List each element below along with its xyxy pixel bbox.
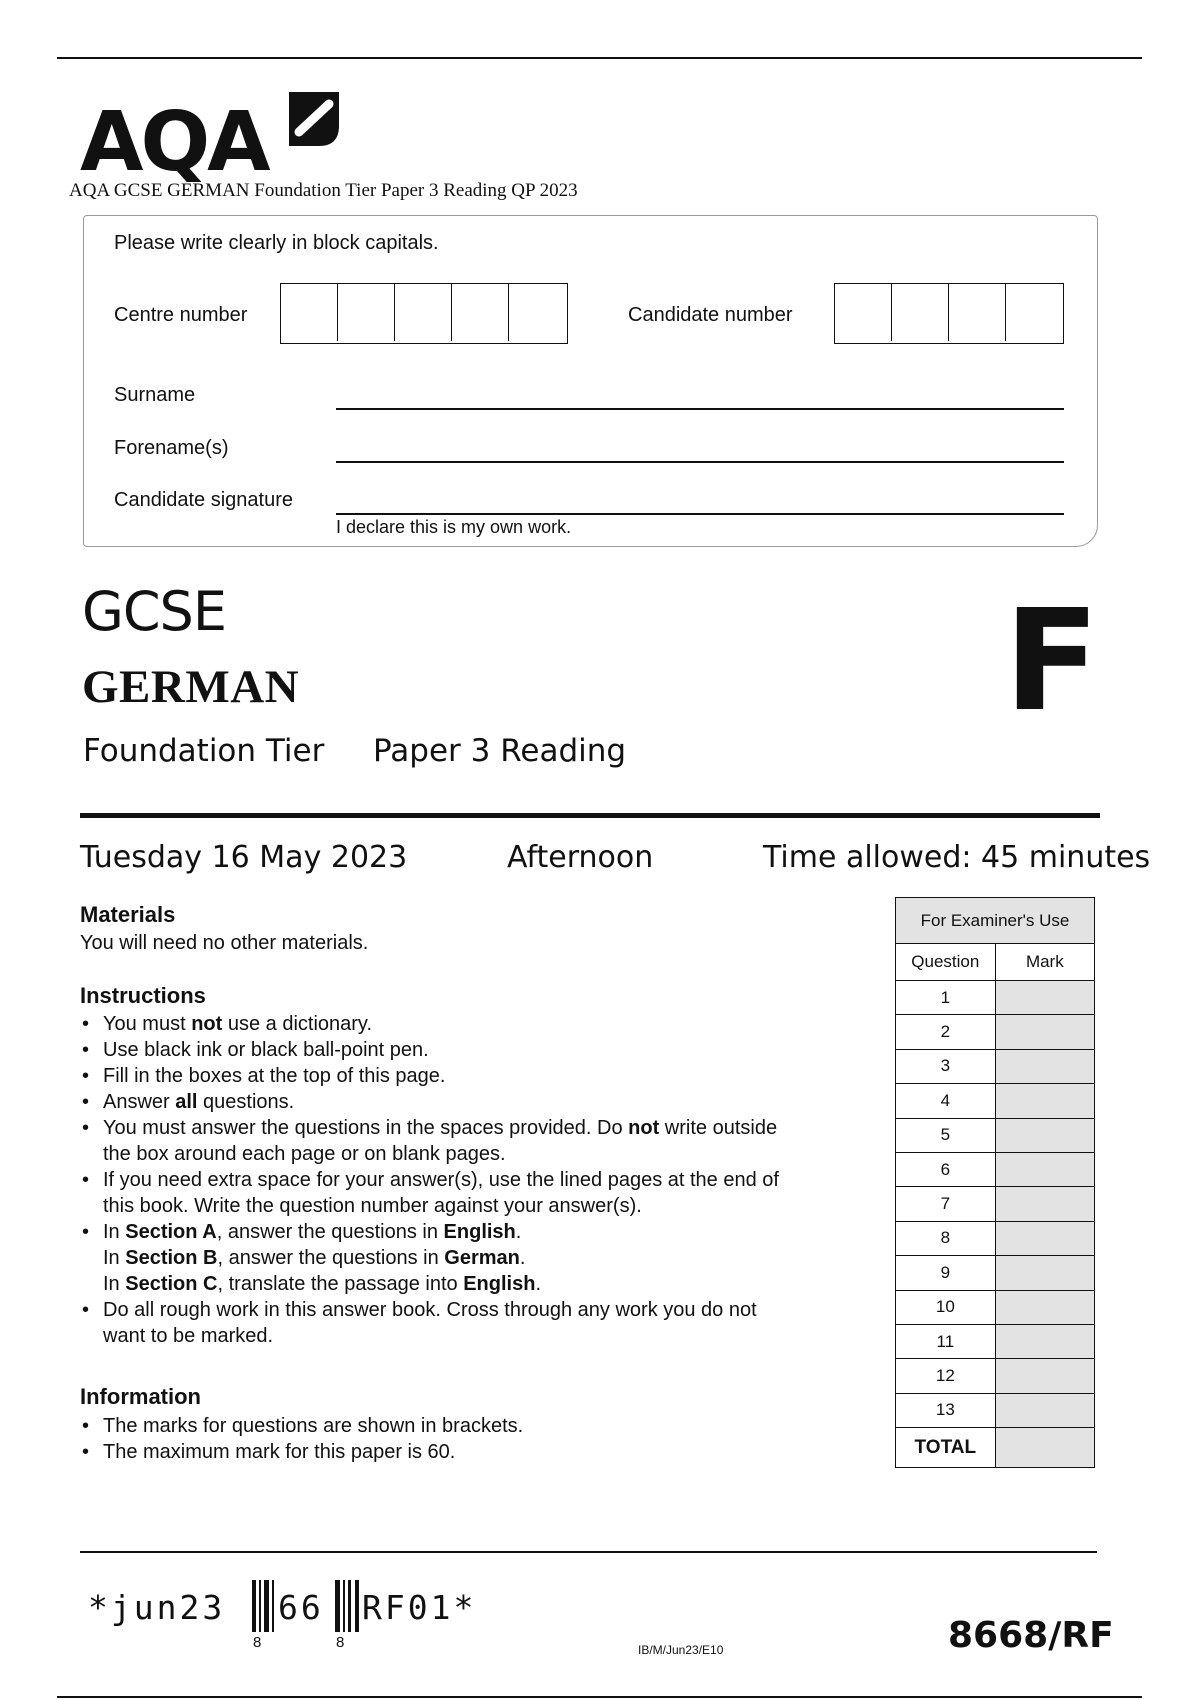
footer-rule xyxy=(80,1551,1097,1553)
list-item: • Answer all questions. xyxy=(82,1091,295,1113)
block-capitals-instruction: Please write clearly in block capitals. xyxy=(114,232,439,254)
surname-field[interactable] xyxy=(336,408,1064,410)
question-number: 9 xyxy=(896,1256,996,1290)
question-number: 11 xyxy=(896,1324,996,1358)
question-number: 4 xyxy=(896,1084,996,1118)
centre-digit-box[interactable] xyxy=(509,284,566,341)
candidate-digit-box[interactable] xyxy=(892,284,949,341)
exam-session: Afternoon xyxy=(507,840,654,875)
question-number: 10 xyxy=(896,1290,996,1324)
tier-letter: F xyxy=(1004,580,1100,743)
list-item: • If you need extra space for your answer(s), use the lined pages at the end of this book. Write the question number against your answer(s). xyxy=(82,1169,779,1217)
question-number: 5 xyxy=(896,1118,996,1152)
question-number: 1 xyxy=(896,981,996,1015)
centre-digit-box[interactable] xyxy=(338,284,395,341)
barcode-subscript-1: 8 xyxy=(253,1634,262,1651)
table-row xyxy=(896,1359,1095,1393)
mark-cell[interactable] xyxy=(995,1084,1094,1118)
barcode-subscript-2: 8 xyxy=(336,1634,345,1651)
document-title: AQA GCSE GERMAN Foundation Tier Paper 3 Reading QP 2023 xyxy=(69,180,578,201)
bottom-rule xyxy=(57,1696,1142,1698)
list-item: • Use black ink or black ball-point pen. xyxy=(82,1039,429,1061)
mark-cell[interactable] xyxy=(995,1393,1094,1427)
mark-cell[interactable] xyxy=(995,1049,1094,1083)
table-row xyxy=(896,1256,1095,1290)
tier-title: Foundation Tier xyxy=(83,733,325,769)
table-row xyxy=(896,1187,1095,1221)
candidate-number-label: Candidate number xyxy=(628,304,793,326)
centre-digit-box[interactable] xyxy=(281,284,338,341)
question-number: 3 xyxy=(896,1049,996,1083)
materials-heading: Materials xyxy=(80,902,176,927)
candidate-digit-box[interactable] xyxy=(835,284,892,341)
mark-cell[interactable] xyxy=(995,1187,1094,1221)
materials-text: You will need no other materials. xyxy=(80,932,369,954)
examiners-use-title: For Examiner's Use xyxy=(896,898,1095,944)
centre-number-boxes[interactable] xyxy=(280,283,568,344)
question-column-header: Question xyxy=(896,944,996,981)
mark-cell[interactable] xyxy=(995,981,1094,1015)
candidate-number-boxes[interactable] xyxy=(834,283,1064,344)
exam-date: Tuesday 16 May 2023 xyxy=(80,840,408,875)
mark-cell[interactable] xyxy=(995,1221,1094,1255)
centre-number-label: Centre number xyxy=(114,304,248,326)
question-number: 13 xyxy=(896,1393,996,1427)
paper-code: 8668/RF xyxy=(948,1615,1114,1656)
question-number: 12 xyxy=(896,1359,996,1393)
table-row xyxy=(896,1221,1095,1255)
barcode xyxy=(88,1580,508,1650)
candidate-digit-box[interactable] xyxy=(1006,284,1063,341)
table-row xyxy=(896,1015,1095,1049)
information-heading: Information xyxy=(80,1384,201,1409)
paper-title: Paper 3 Reading xyxy=(373,733,627,769)
forenames-label: Forename(s) xyxy=(114,437,229,459)
mark-cell[interactable] xyxy=(995,1015,1094,1049)
barcode-text-start: *jun23 xyxy=(88,1588,226,1627)
aqa-logo-text: AQA xyxy=(80,95,268,190)
qualification-title: GCSE xyxy=(82,580,226,643)
surname-label: Surname xyxy=(114,384,196,406)
table-row xyxy=(896,1290,1095,1324)
question-number: 8 xyxy=(896,1221,996,1255)
question-number: 2 xyxy=(896,1015,996,1049)
barcode-text-mid: 66 xyxy=(278,1588,324,1627)
mark-cell[interactable] xyxy=(995,1152,1094,1186)
mark-cell[interactable] xyxy=(995,1324,1094,1358)
barcode-text-end: RF01* xyxy=(362,1588,477,1627)
table-row xyxy=(896,1084,1095,1118)
mark-column-header: Mark xyxy=(995,944,1094,981)
declaration-text: I declare this is my own work. xyxy=(336,517,572,537)
list-item: • The maximum mark for this paper is 60. xyxy=(82,1441,456,1463)
signature-field[interactable] xyxy=(336,513,1064,515)
candidate-digit-box[interactable] xyxy=(949,284,1006,341)
reference-code: IB/M/Jun23/E10 xyxy=(638,1643,724,1657)
instructions-list xyxy=(80,1011,880,1349)
table-row xyxy=(896,1393,1095,1427)
mark-cell[interactable] xyxy=(995,1359,1094,1393)
examiners-use-table xyxy=(895,897,1095,1468)
list-item: • Fill in the boxes at the top of this page. xyxy=(82,1065,446,1087)
title-divider xyxy=(80,813,1100,818)
table-row xyxy=(896,1049,1095,1083)
list-item: • The marks for questions are shown in brackets. xyxy=(82,1415,524,1437)
question-number: 6 xyxy=(896,1152,996,1186)
subject-title: GERMAN xyxy=(82,661,300,713)
table-row xyxy=(896,1118,1095,1152)
mark-cell[interactable] xyxy=(995,1256,1094,1290)
mark-cell[interactable] xyxy=(995,1118,1094,1152)
centre-digit-box[interactable] xyxy=(395,284,452,341)
barcode-bars-icon xyxy=(250,1580,278,1632)
top-rule xyxy=(57,57,1142,59)
instructions-heading: Instructions xyxy=(80,983,206,1008)
total-label: TOTAL xyxy=(896,1428,996,1468)
table-row xyxy=(896,1152,1095,1186)
question-number: 7 xyxy=(896,1187,996,1221)
information-list xyxy=(80,1413,880,1465)
barcode-bars-icon xyxy=(333,1580,361,1632)
table-row xyxy=(896,981,1095,1015)
centre-digit-box[interactable] xyxy=(452,284,509,341)
table-row xyxy=(896,1324,1095,1358)
mark-cell[interactable] xyxy=(995,1290,1094,1324)
total-mark-cell[interactable] xyxy=(995,1428,1094,1468)
list-item: • In Section A, answer the questions in English. In Section B, answer the questions in German. In Section C, translate the passage into English. xyxy=(82,1221,542,1295)
list-item: • You must not use a dictionary. xyxy=(82,1013,373,1035)
list-item: • You must answer the questions in the spaces provided. Do not write outside the box around each page or on blank pages. xyxy=(82,1117,778,1165)
total-row xyxy=(896,1428,1095,1468)
signature-label: Candidate signature xyxy=(114,489,294,511)
list-item: • Do all rough work in this answer book. Cross through any work you do not want to be marked. xyxy=(82,1299,757,1347)
forenames-field[interactable] xyxy=(336,461,1064,463)
time-allowed: Time allowed: 45 minutes xyxy=(763,840,1151,875)
aqa-logo-icon xyxy=(285,88,343,150)
